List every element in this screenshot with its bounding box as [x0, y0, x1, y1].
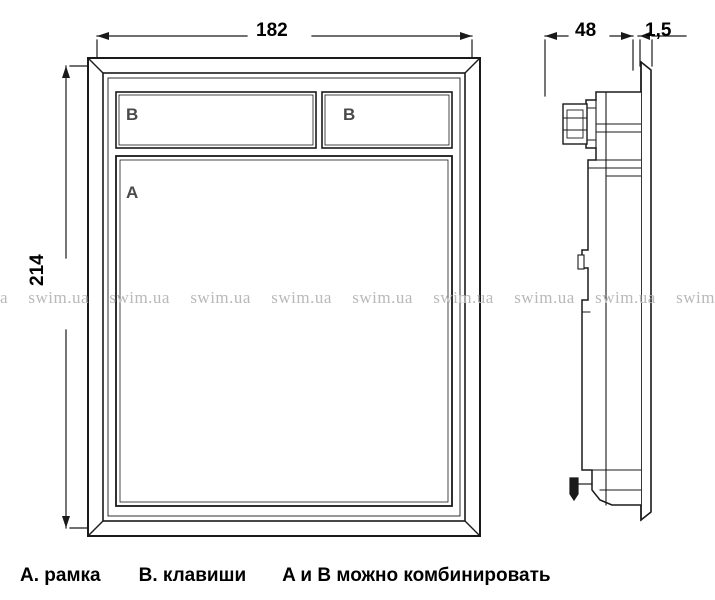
watermark-text: swim.ua — [352, 288, 413, 307]
watermark-text: swim.ua — [595, 288, 656, 307]
watermark-text: swim.ua — [28, 288, 90, 307]
watermark-text: swim.ua — [190, 288, 251, 307]
legend-frame-label: A. рамка — [20, 565, 101, 586]
legend-keys-label: B. клавиши — [138, 565, 247, 586]
watermark-text: swim.ua — [433, 288, 494, 307]
dimension-height-label: 214 — [27, 254, 48, 286]
callout-key-left: B — [126, 105, 139, 124]
legend-combine-label: A и B можно комбинировать — [282, 565, 551, 586]
watermark-text: a — [0, 288, 9, 307]
dimension-thickness-label: 1,5 — [645, 20, 672, 41]
dimension-depth-label: 48 — [575, 20, 597, 41]
watermark-text: swim.ua — [271, 288, 332, 307]
front-view-keys — [116, 92, 452, 148]
side-view-profile — [563, 62, 651, 520]
watermark-text: swim — [676, 288, 715, 307]
front-view-panel — [116, 156, 452, 506]
legend-row — [0, 556, 715, 596]
dimension-width-label: 182 — [256, 20, 288, 41]
watermark-text: swim.ua — [109, 288, 170, 307]
callout-frame: A — [126, 183, 139, 202]
watermark-text: swim.ua — [514, 288, 575, 307]
callout-key-right: B — [343, 105, 356, 124]
